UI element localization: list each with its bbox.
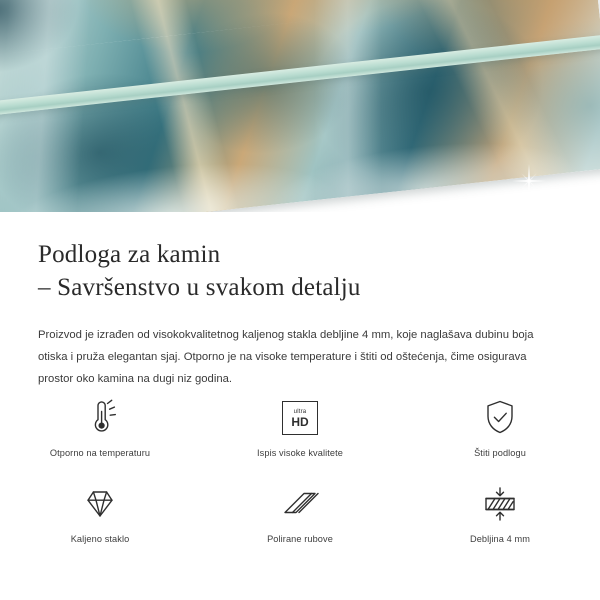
page-title-line-2: – Savršenstvo u svakom detalju xyxy=(38,274,361,301)
polished-edges-icon xyxy=(278,482,322,526)
hero-image xyxy=(0,0,600,212)
text-content xyxy=(0,212,600,390)
page-title xyxy=(0,212,600,304)
feature-label: Ispis visoke kvalitete xyxy=(257,448,343,458)
feature-item-thickness xyxy=(400,478,600,556)
description-paragraph: Proizvod je izrađen od visokokvalitetnog kaljenog stakla debljine 4 mm, koje naglašava dubinu boja otiska i pruža elegantan sjaj. Otporno je na visoke temperature i štiti od oštećenja, čime osigurava prostor oko kamina na dugi niz godina. xyxy=(38,329,534,386)
feature-label: Otporno na temperaturu xyxy=(49,448,151,458)
marble-glass-panel-image xyxy=(0,0,600,212)
feature-label: Polirane rubove xyxy=(267,534,333,544)
feature-label: Kaljeno staklo xyxy=(70,534,130,544)
feature-grid xyxy=(0,392,600,556)
thickness-arrows-icon xyxy=(478,482,522,526)
feature-label: Debljina 4 mm xyxy=(469,534,531,544)
feature-item-temperature xyxy=(0,392,200,470)
feature-item-polished-edges xyxy=(200,478,400,556)
page-title-line-1: Podloga za kamin xyxy=(38,241,221,268)
badge-top-text: ultra xyxy=(293,408,307,415)
marble-artwork xyxy=(0,0,600,212)
feature-item-print-quality xyxy=(200,392,400,470)
feature-label: Štiti podlogu xyxy=(474,448,526,458)
feature-item-protects-surface xyxy=(400,392,600,470)
diamond-icon xyxy=(80,482,120,526)
thermometer-icon xyxy=(80,396,120,440)
ultra-hd-badge-icon xyxy=(282,396,318,440)
feature-item-tempered-glass xyxy=(0,478,200,556)
shield-check-icon xyxy=(480,396,520,440)
badge-bottom-text: HD xyxy=(291,414,309,429)
hero-image-inner xyxy=(0,0,600,212)
